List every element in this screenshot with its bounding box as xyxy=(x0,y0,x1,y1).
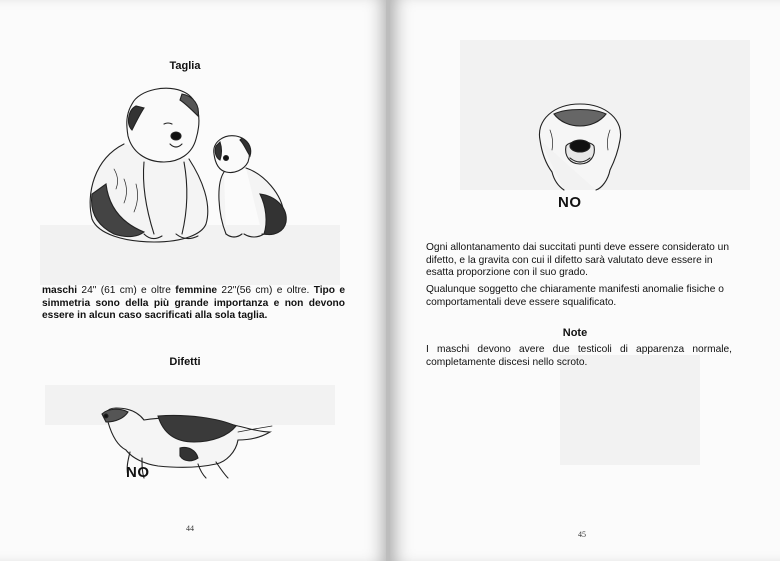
bleed-through xyxy=(560,355,700,465)
head-illustration xyxy=(530,100,630,192)
head-no-label: NO xyxy=(558,194,582,211)
fault-no-label: NO xyxy=(126,464,150,481)
size-importance-text: Tipo e simmetria sono della più grande importanza e non devono essere in alcun caso sacrificati alla sola taglia. xyxy=(42,285,345,322)
note-paragraph: I maschi devono avere due testicoli di apparenza normale, completamente discesi nello scroto. xyxy=(426,344,732,368)
page-number-left: 44 xyxy=(186,524,194,533)
left-page xyxy=(0,0,388,561)
size-paragraph xyxy=(42,285,345,323)
males-label: maschi xyxy=(42,285,78,296)
females-label: femmine xyxy=(175,285,218,296)
note-heading: Note xyxy=(562,327,588,339)
page-number-right: 45 xyxy=(578,530,586,539)
faults-heading: Difetti xyxy=(169,356,201,368)
deviation-paragraph: Ogni allontanamento dai succitati punti deve essere considerato un difetto, e la gravita con cui il difetto sarà valutato deve essere in esatta proporzione con il suo grado. xyxy=(426,242,729,279)
right-page xyxy=(390,0,780,561)
males-size: 24" (61 cm) e oltre xyxy=(77,285,176,296)
disqualification-paragraph: Qualunque soggetto che chiaramente manifesti anomalie fisiche o comportamentali deve essere squalificato. xyxy=(426,284,724,308)
females-size: 22"(56 cm) e oltre. xyxy=(217,285,314,296)
size-illustration xyxy=(84,84,294,248)
fault-illustration xyxy=(98,402,274,480)
size-heading: Taglia xyxy=(169,60,201,72)
